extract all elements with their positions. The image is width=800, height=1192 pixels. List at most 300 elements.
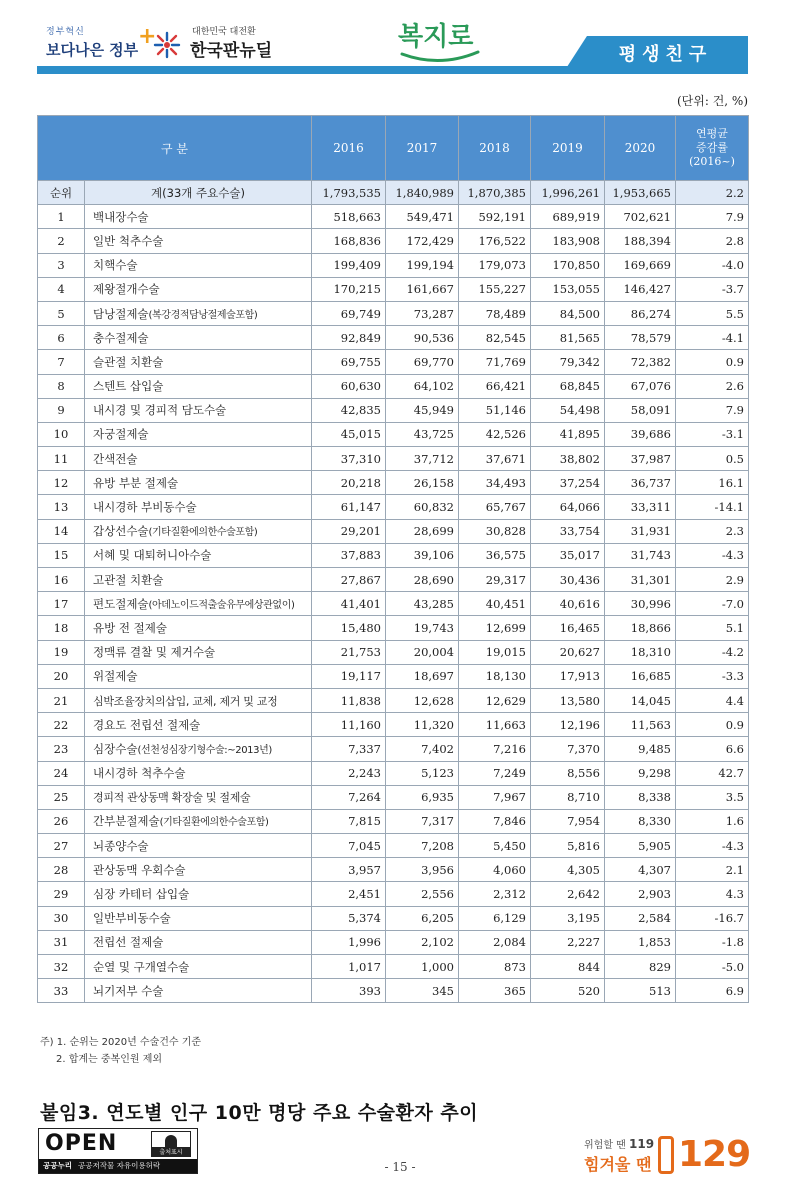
surgery-name: 내시경 및 경피적 담도수술: [93, 403, 227, 418]
rank-cell: 24: [38, 761, 85, 785]
surgery-name-cell: [85, 326, 312, 350]
surgery-name-cell: [85, 277, 312, 301]
count-cell: 92,849: [312, 326, 386, 350]
header-rate-line: 연평균: [696, 127, 728, 141]
surgery-name-cell: [85, 301, 312, 325]
hotline-text: 힘겨울 땐: [584, 1155, 652, 1174]
count-cell: 13,580: [531, 688, 605, 712]
rank-cell: 20: [38, 664, 85, 688]
gov-logo-big-text: 보다나은 정부: [46, 41, 139, 59]
count-cell: 18,866: [605, 616, 676, 640]
count-cell: 64,102: [386, 374, 459, 398]
count-cell: 30,996: [605, 592, 676, 616]
table-row: [38, 277, 749, 301]
surgery-name-note: (아데노이드적출술유무에상관없이): [148, 599, 295, 611]
growth-rate-cell: -4.3: [676, 543, 749, 567]
growth-rate-cell: -4.3: [676, 834, 749, 858]
new-deal-big-text: 한국판뉴딜: [190, 41, 273, 61]
table-row: [38, 495, 749, 519]
surgery-name: 담낭절제술: [93, 306, 149, 321]
rank-cell: 23: [38, 737, 85, 761]
total-rate-cell: 2.2: [676, 181, 749, 205]
surgery-name-cell: [85, 809, 312, 833]
surgery-name-cell: [85, 882, 312, 906]
table-row: [38, 809, 749, 833]
surgery-name-cell: [85, 834, 312, 858]
surgery-name: 제왕절개수술: [93, 282, 160, 297]
count-cell: 8,710: [531, 785, 605, 809]
count-cell: 2,451: [312, 882, 386, 906]
count-cell: 66,421: [459, 374, 531, 398]
count-cell: 16,465: [531, 616, 605, 640]
count-cell: 172,429: [386, 229, 459, 253]
surgery-name: 내시경하 부비동수술: [93, 500, 197, 515]
rank-cell: 9: [38, 398, 85, 422]
table-row: [38, 785, 749, 809]
table-row: [38, 761, 749, 785]
table-row: [38, 205, 749, 229]
count-cell: 2,584: [605, 906, 676, 930]
count-cell: 169,669: [605, 253, 676, 277]
growth-rate-cell: -1.8: [676, 930, 749, 954]
count-cell: 549,471: [386, 205, 459, 229]
count-cell: 7,045: [312, 834, 386, 858]
count-cell: 20,004: [386, 640, 459, 664]
hotline-small-number: 119: [629, 1137, 655, 1151]
count-cell: 393: [312, 979, 386, 1003]
count-cell: 60,630: [312, 374, 386, 398]
plus-icon: +: [138, 24, 157, 49]
surgery-name: 간부분절제술: [93, 814, 160, 829]
table-row: [38, 640, 749, 664]
count-cell: 78,579: [605, 326, 676, 350]
license-strip: [39, 1159, 197, 1173]
count-cell: 2,102: [386, 930, 459, 954]
count-cell: 37,987: [605, 447, 676, 471]
note-line: 주) 1. 순위는 2020년 수술건수 기준: [40, 1037, 202, 1048]
count-cell: 7,846: [459, 809, 531, 833]
growth-rate-cell: 7.9: [676, 205, 749, 229]
count-cell: 153,055: [531, 277, 605, 301]
table-row: [38, 543, 749, 567]
surgery-name: 치핵수술: [93, 258, 138, 273]
growth-rate-cell: -3.1: [676, 422, 749, 446]
count-cell: 2,903: [605, 882, 676, 906]
growth-rate-cell: -5.0: [676, 955, 749, 979]
rank-cell: 2: [38, 229, 85, 253]
count-cell: 4,305: [531, 858, 605, 882]
gov-logo-small-text: 정부혁신: [46, 27, 85, 37]
surgery-name: 정맥류 결찰 및 제거수술: [93, 645, 216, 660]
surgery-name-cell: [85, 374, 312, 398]
count-cell: 2,556: [386, 882, 459, 906]
count-cell: 65,767: [459, 495, 531, 519]
count-cell: 183,908: [531, 229, 605, 253]
count-cell: 3,195: [531, 906, 605, 930]
count-cell: 30,828: [459, 519, 531, 543]
count-cell: 82,545: [459, 326, 531, 350]
count-cell: 7,967: [459, 785, 531, 809]
table-row: [38, 616, 749, 640]
count-cell: 4,060: [459, 858, 531, 882]
count-cell: 68,845: [531, 374, 605, 398]
growth-rate-cell: 5.5: [676, 301, 749, 325]
surgery-name-cell: [85, 930, 312, 954]
count-cell: 170,215: [312, 277, 386, 301]
growth-rate-cell: -3.3: [676, 664, 749, 688]
gov-innovation-logo: [46, 24, 157, 64]
count-cell: 702,621: [605, 205, 676, 229]
count-cell: 71,769: [459, 350, 531, 374]
surgery-name: 뇌기저부 수술: [93, 983, 164, 998]
count-cell: 11,563: [605, 713, 676, 737]
header-year: 2018: [459, 116, 531, 181]
header-year: 2019: [531, 116, 605, 181]
count-cell: 31,743: [605, 543, 676, 567]
growth-rate-cell: 3.5: [676, 785, 749, 809]
count-cell: 6,935: [386, 785, 459, 809]
count-cell: 37,310: [312, 447, 386, 471]
total-value-cell: 1,996,261: [531, 181, 605, 205]
table-row: [38, 422, 749, 446]
growth-rate-cell: 2.6: [676, 374, 749, 398]
table-row: [38, 519, 749, 543]
surgery-name-cell: [85, 664, 312, 688]
count-cell: 155,227: [459, 277, 531, 301]
count-cell: 3,956: [386, 858, 459, 882]
unit-label: (단위: 건, %): [676, 94, 748, 108]
count-cell: 54,498: [531, 398, 605, 422]
header-year: 2020: [605, 116, 676, 181]
surgery-name-cell: [85, 858, 312, 882]
count-cell: 19,117: [312, 664, 386, 688]
count-cell: 7,370: [531, 737, 605, 761]
phone-icon: [658, 1136, 674, 1174]
count-cell: 15,480: [312, 616, 386, 640]
surgery-name-note: (기타질환에의한수술포함): [148, 527, 258, 539]
count-cell: 8,330: [605, 809, 676, 833]
surgery-name: 슬관절 치환술: [93, 354, 164, 369]
surgery-name: 내시경하 척추수술: [93, 766, 186, 781]
rank-cell: 12: [38, 471, 85, 495]
growth-rate-cell: -14.1: [676, 495, 749, 519]
count-cell: 45,015: [312, 422, 386, 446]
count-cell: 60,832: [386, 495, 459, 519]
count-cell: 2,084: [459, 930, 531, 954]
rank-cell: 15: [38, 543, 85, 567]
growth-rate-cell: 2.3: [676, 519, 749, 543]
surgery-name: 경피적 관상동맥 확장술 및 절제술: [93, 791, 251, 805]
table-row: [38, 955, 749, 979]
table-row: [38, 737, 749, 761]
open-text: OPEN: [45, 1131, 118, 1156]
rank-cell: 21: [38, 688, 85, 712]
count-cell: 79,342: [531, 350, 605, 374]
count-cell: 33,311: [605, 495, 676, 519]
count-cell: 69,755: [312, 350, 386, 374]
count-cell: 90,536: [386, 326, 459, 350]
count-cell: 7,815: [312, 809, 386, 833]
surgery-name-cell: [85, 737, 312, 761]
table-row: [38, 713, 749, 737]
rank-cell: 31: [38, 930, 85, 954]
count-cell: 1,017: [312, 955, 386, 979]
surgery-name-cell: [85, 205, 312, 229]
growth-rate-cell: 7.9: [676, 398, 749, 422]
license-text: 공공저작물 자유이용허락: [77, 1161, 161, 1170]
count-cell: 2,243: [312, 761, 386, 785]
count-cell: 21,753: [312, 640, 386, 664]
total-value-cell: 1,870,385: [459, 181, 531, 205]
rank-cell: 30: [38, 906, 85, 930]
count-cell: 168,836: [312, 229, 386, 253]
count-cell: 86,274: [605, 301, 676, 325]
count-cell: 37,671: [459, 447, 531, 471]
count-cell: 37,883: [312, 543, 386, 567]
total-value-cell: 1,953,665: [605, 181, 676, 205]
count-cell: 81,565: [531, 326, 605, 350]
surgery-name-cell: [85, 543, 312, 567]
surgery-name-cell: [85, 229, 312, 253]
rank-cell: 13: [38, 495, 85, 519]
surgery-name-cell: [85, 713, 312, 737]
attribution-icon: [151, 1131, 191, 1157]
surgery-name: 간색전술: [93, 451, 138, 466]
surgery-name: 위절제술: [93, 669, 138, 684]
count-cell: 40,451: [459, 592, 531, 616]
rank-cell: 29: [38, 882, 85, 906]
surgery-name: 전립선 절제술: [93, 935, 164, 950]
surgery-name-cell: [85, 616, 312, 640]
surgery-name: 심박조율장치의삽입, 교체, 제거 및 교정: [93, 694, 278, 708]
total-value-cell: 1,840,989: [386, 181, 459, 205]
surgery-stats-table: [37, 115, 749, 1003]
count-cell: 7,402: [386, 737, 459, 761]
rank-header-cell: 순위: [38, 181, 85, 205]
surgery-name-cell: [85, 447, 312, 471]
growth-rate-cell: 1.6: [676, 809, 749, 833]
table-row: [38, 398, 749, 422]
count-cell: 18,130: [459, 664, 531, 688]
count-cell: 1,853: [605, 930, 676, 954]
count-cell: 37,254: [531, 471, 605, 495]
count-cell: 7,337: [312, 737, 386, 761]
surgery-name: 유방 부분 절제술: [93, 475, 179, 490]
count-cell: 30,436: [531, 568, 605, 592]
count-cell: 513: [605, 979, 676, 1003]
rank-cell: 7: [38, 350, 85, 374]
count-cell: 12,699: [459, 616, 531, 640]
count-cell: 11,160: [312, 713, 386, 737]
table-row: [38, 834, 749, 858]
count-cell: 844: [531, 955, 605, 979]
table-row: [38, 930, 749, 954]
count-cell: 78,489: [459, 301, 531, 325]
count-cell: 2,312: [459, 882, 531, 906]
growth-rate-cell: 0.5: [676, 447, 749, 471]
surgery-name-note: (복강경적담낭절제술포함): [148, 309, 258, 321]
count-cell: 38,802: [531, 447, 605, 471]
bokjiro-logo: 복지로: [398, 22, 474, 52]
header-band: [37, 66, 748, 74]
count-cell: 5,374: [312, 906, 386, 930]
surgery-name-cell: [85, 592, 312, 616]
surgery-name: 순열 및 구개열수술: [93, 959, 190, 974]
surgery-name-cell: [85, 495, 312, 519]
surgery-name: 경요도 전립선 절제술: [93, 717, 201, 732]
count-cell: 176,522: [459, 229, 531, 253]
attribution-label: 출처표시: [152, 1147, 190, 1156]
surgery-name-cell: [85, 519, 312, 543]
rank-cell: 22: [38, 713, 85, 737]
count-cell: 29,317: [459, 568, 531, 592]
rank-cell: 17: [38, 592, 85, 616]
rank-cell: 26: [38, 809, 85, 833]
table-total-row: [38, 181, 749, 205]
surgery-name-cell: [85, 906, 312, 930]
count-cell: 592,191: [459, 205, 531, 229]
surgery-name: 뇌종양수술: [93, 838, 149, 853]
rank-cell: 11: [38, 447, 85, 471]
count-cell: 1,996: [312, 930, 386, 954]
growth-rate-cell: -7.0: [676, 592, 749, 616]
surgery-name-cell: [85, 350, 312, 374]
hotline-129-logo: [584, 1132, 754, 1180]
count-cell: 7,954: [531, 809, 605, 833]
count-cell: 20,627: [531, 640, 605, 664]
count-cell: 5,816: [531, 834, 605, 858]
surgery-name-cell: [85, 761, 312, 785]
count-cell: 19,015: [459, 640, 531, 664]
surgery-name-cell: [85, 398, 312, 422]
appendix-title: 붙임3. 연도별 인구 10만 명당 주요 수술환자 추이: [40, 1102, 479, 1124]
count-cell: 72,382: [605, 350, 676, 374]
count-cell: 19,743: [386, 616, 459, 640]
count-cell: 11,838: [312, 688, 386, 712]
header-rate-line: (2016~): [689, 154, 735, 168]
header-rate-line: 증감률: [696, 141, 728, 155]
rank-cell: 14: [38, 519, 85, 543]
count-cell: 67,076: [605, 374, 676, 398]
surgery-name: 서혜 및 대퇴허니아수술: [93, 548, 212, 563]
count-cell: 1,000: [386, 955, 459, 979]
count-cell: 64,066: [531, 495, 605, 519]
count-cell: 39,686: [605, 422, 676, 446]
rank-cell: 1: [38, 205, 85, 229]
count-cell: 26,158: [386, 471, 459, 495]
count-cell: 518,663: [312, 205, 386, 229]
count-cell: 520: [531, 979, 605, 1003]
growth-rate-cell: 4.4: [676, 688, 749, 712]
count-cell: 69,770: [386, 350, 459, 374]
table-row: [38, 253, 749, 277]
count-cell: 41,401: [312, 592, 386, 616]
count-cell: 199,194: [386, 253, 459, 277]
count-cell: 45,949: [386, 398, 459, 422]
count-cell: 146,427: [605, 277, 676, 301]
growth-rate-cell: 4.3: [676, 882, 749, 906]
growth-rate-cell: -4.2: [676, 640, 749, 664]
rank-cell: 5: [38, 301, 85, 325]
count-cell: 6,205: [386, 906, 459, 930]
growth-rate-cell: 0.9: [676, 350, 749, 374]
table-row: [38, 301, 749, 325]
count-cell: 2,227: [531, 930, 605, 954]
count-cell: 28,690: [386, 568, 459, 592]
kogl-open-license-badge: [38, 1128, 198, 1174]
table-row: [38, 229, 749, 253]
rank-cell: 19: [38, 640, 85, 664]
growth-rate-cell: 2.1: [676, 858, 749, 882]
page-number: - 15 -: [384, 1160, 416, 1174]
count-cell: 69,749: [312, 301, 386, 325]
rank-cell: 32: [38, 955, 85, 979]
header-year: 2016: [312, 116, 386, 181]
table-row: [38, 688, 749, 712]
growth-rate-cell: -16.7: [676, 906, 749, 930]
new-deal-small-text: 대한민국 대전환: [192, 27, 256, 37]
count-cell: 31,931: [605, 519, 676, 543]
table-row: [38, 906, 749, 930]
table-row: [38, 326, 749, 350]
page-header: [0, 0, 800, 78]
count-cell: 20,218: [312, 471, 386, 495]
count-cell: 170,850: [531, 253, 605, 277]
count-cell: 14,045: [605, 688, 676, 712]
count-cell: 16,685: [605, 664, 676, 688]
surgery-name: 편도절제술: [93, 596, 149, 611]
count-cell: 43,285: [386, 592, 459, 616]
count-cell: 8,556: [531, 761, 605, 785]
note-line: 2. 합계는 중복인원 제외: [56, 1054, 163, 1065]
surgery-name: 갑상선수술: [93, 524, 149, 539]
count-cell: 43,725: [386, 422, 459, 446]
growth-rate-cell: 16.1: [676, 471, 749, 495]
surgery-name-cell: [85, 688, 312, 712]
growth-rate-cell: 2.9: [676, 568, 749, 592]
count-cell: 41,895: [531, 422, 605, 446]
surgery-name: 관상동맥 우회수술: [93, 862, 186, 877]
table-row: [38, 568, 749, 592]
hotline-small-text: 위험할 땐: [584, 1140, 626, 1151]
bokjiro-swoosh-icon: [400, 50, 480, 64]
surgery-name-cell: [85, 640, 312, 664]
count-cell: 7,317: [386, 809, 459, 833]
surgery-name-cell: [85, 568, 312, 592]
count-cell: 7,216: [459, 737, 531, 761]
header-growth-rate: [676, 116, 749, 181]
table-row: [38, 882, 749, 906]
count-cell: 28,699: [386, 519, 459, 543]
surgery-name-cell: [85, 471, 312, 495]
count-cell: 179,073: [459, 253, 531, 277]
count-cell: 3,957: [312, 858, 386, 882]
count-cell: 5,905: [605, 834, 676, 858]
count-cell: 42,835: [312, 398, 386, 422]
header-year: 2017: [386, 116, 459, 181]
count-cell: 7,208: [386, 834, 459, 858]
count-cell: 73,287: [386, 301, 459, 325]
count-cell: 873: [459, 955, 531, 979]
count-cell: 36,737: [605, 471, 676, 495]
surgery-name: 일반부비동수술: [93, 911, 171, 926]
count-cell: 345: [386, 979, 459, 1003]
count-cell: 33,754: [531, 519, 605, 543]
table-notes: [40, 1034, 201, 1068]
count-cell: 188,394: [605, 229, 676, 253]
surgery-name: 자궁절제술: [93, 427, 149, 442]
count-cell: 18,697: [386, 664, 459, 688]
